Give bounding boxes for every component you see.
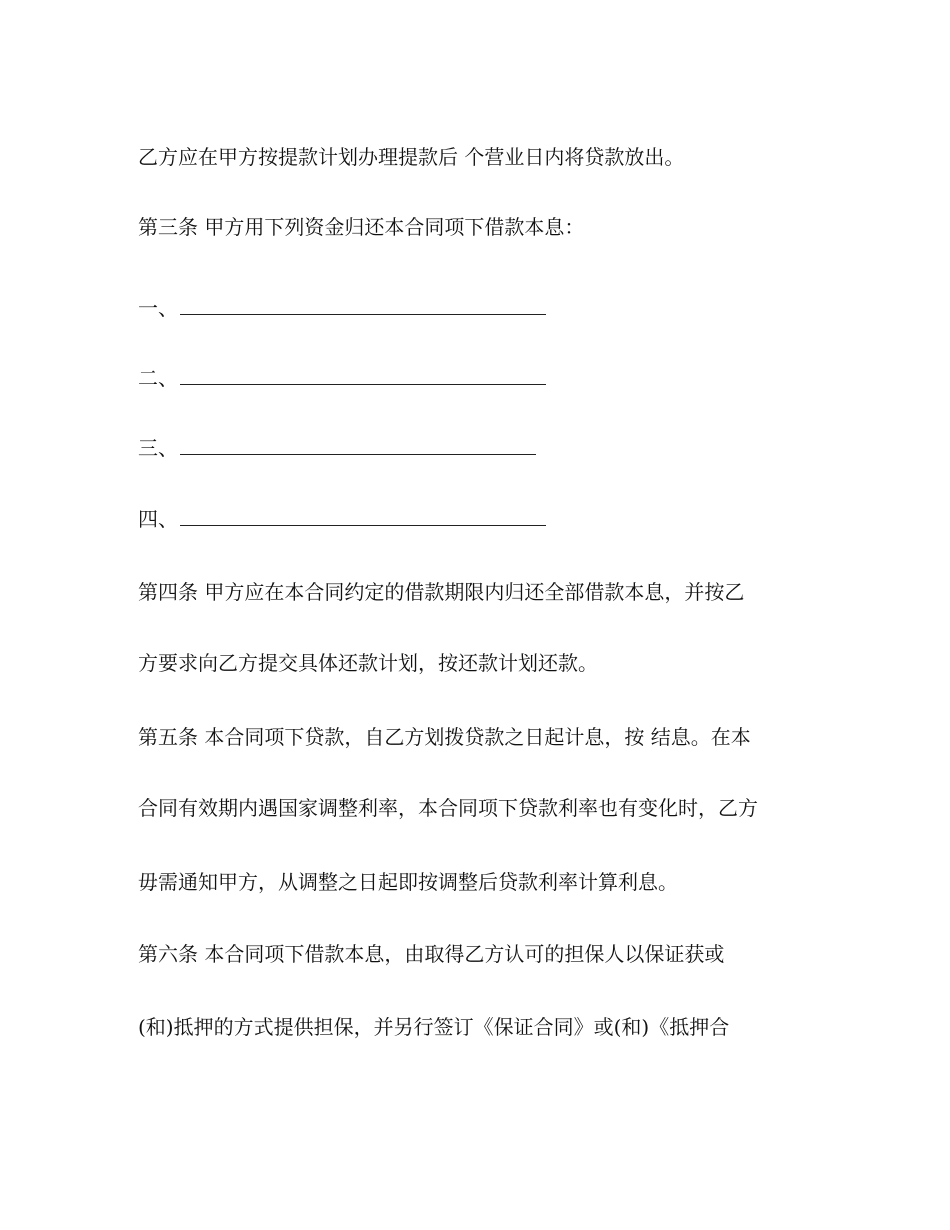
fill-item xyxy=(138,366,546,390)
paragraph-line: 第五条 本合同项下贷款，自乙方划拨贷款之日起计息，按 结息。在本 xyxy=(138,725,751,749)
paragraph-line: (和)抵押的方式提供担保，并另行签订《保证合同》或(和)《抵押合 xyxy=(138,1015,730,1039)
fill-item-label: 三、 xyxy=(138,436,178,460)
fill-in-blank xyxy=(180,440,536,455)
text-line: 乙方应在甲方按提款计划办理提款后 个营业日内将贷款放出。 xyxy=(138,145,685,169)
fill-item xyxy=(138,436,536,460)
text-line: 第三条 甲方用下列资金归还本合同项下借款本息： xyxy=(138,215,585,239)
fill-item-label: 二、 xyxy=(138,366,178,390)
paragraph-line: 第六条 本合同项下借款本息，由取得乙方认可的担保人以保证获或 xyxy=(138,942,725,966)
fill-item-label: 一、 xyxy=(138,296,178,320)
paragraph-line: 合同有效期内遇国家调整利率，本合同项下贷款利率也有变化时，乙方 xyxy=(138,796,758,820)
paragraph-line: 方要求向乙方提交具体还款计划，按还款计划还款。 xyxy=(138,651,598,675)
fill-in-blank xyxy=(180,370,546,385)
fill-in-blank xyxy=(180,511,546,526)
fill-item-label: 四、 xyxy=(138,507,178,531)
paragraph-line: 毋需通知甲方，从调整之日起即按调整后贷款利率计算利息。 xyxy=(138,870,678,894)
fill-item xyxy=(138,296,546,320)
fill-in-blank xyxy=(180,300,546,315)
paragraph-line: 第四条 甲方应在本合同约定的借款期限内归还全部借款本息，并按乙 xyxy=(138,580,745,604)
fill-item xyxy=(138,507,546,531)
